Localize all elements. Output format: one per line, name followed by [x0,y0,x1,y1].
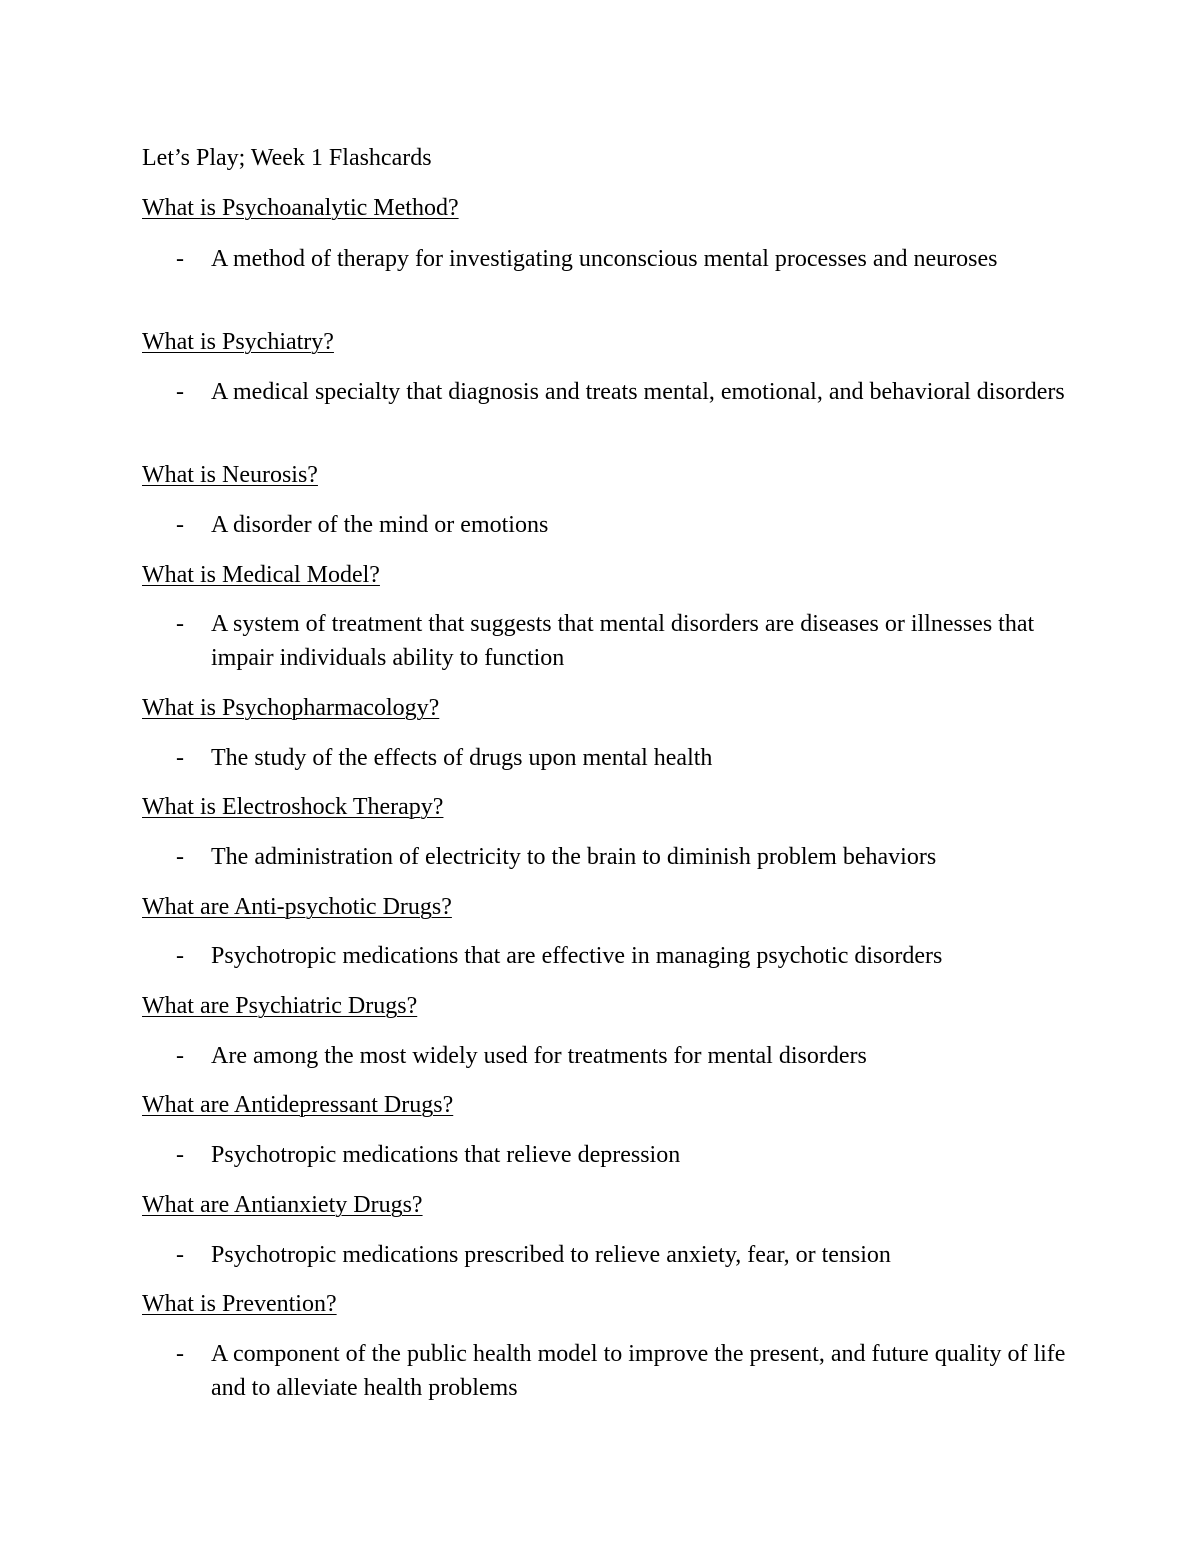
bullet-dash: - [176,1043,184,1069]
flashcard-answer [142,508,1072,542]
flashcard-answer [142,242,1072,276]
bullet-dash: - [176,246,184,272]
bullet-dash: - [176,943,184,969]
flashcard-answer [142,741,1072,775]
bullet-dash: - [176,745,184,771]
flashcard-answer [142,607,1072,675]
flashcard-question: What is Neurosis? [142,462,318,488]
flashcard-answer [142,1238,1072,1272]
flashcard-answer [142,939,1072,973]
flashcard-question: What are Psychiatric Drugs? [142,993,418,1019]
flashcard-question: What is Electroshock Therapy? [142,794,444,820]
flashcard-answer-text: A method of therapy for investigating unconscious mental processes and neuroses [211,246,998,272]
flashcard-question: What are Anti-psychotic Drugs? [142,894,452,920]
flashcard-question: What are Antianxiety Drugs? [142,1192,423,1218]
flashcard-answer-text: The study of the effects of drugs upon mental health [211,745,713,771]
flashcard-answer-text: Psychotropic medications that relieve depression [211,1142,681,1168]
document-title: Let’s Play; Week 1 Flashcards [142,145,432,171]
flashcard-answer [142,1138,1072,1172]
flashcard-answer-text: Psychotropic medications prescribed to relieve anxiety, fear, or tension [211,1242,891,1268]
flashcard-answer-text: Are among the most widely used for treatments for mental disorders [211,1043,867,1069]
flashcard-answer [142,1337,1072,1405]
flashcard-question: What is Psychopharmacology? [142,695,440,721]
flashcard-answer-text: Psychotropic medications that are effective in managing psychotic disorders [211,943,943,969]
bullet-dash: - [176,1341,184,1367]
flashcard-question: What is Prevention? [142,1291,337,1317]
flashcard-answer-text: A system of treatment that suggests that mental disorders are diseases or illnesses that impair individuals ability to function [211,611,1035,671]
flashcard-answer-text: A disorder of the mind or emotions [211,512,549,538]
bullet-dash: - [176,611,184,637]
bullet-dash: - [176,1142,184,1168]
flashcard-question: What are Antidepressant Drugs? [142,1092,454,1118]
bullet-dash: - [176,844,184,870]
bullet-dash: - [176,379,184,405]
bullet-dash: - [176,512,184,538]
flashcard-answer-text: The administration of electricity to the brain to diminish problem behaviors [211,844,937,870]
flashcard-question: What is Psychoanalytic Method? [142,195,459,221]
flashcard-answer [142,1039,1072,1073]
flashcard-question: What is Psychiatry? [142,329,334,355]
flashcard-answer [142,840,1072,874]
flashcard-question: What is Medical Model? [142,562,380,588]
flashcard-answer-text: A medical specialty that diagnosis and treats mental, emotional, and behavioral disorders [211,379,1065,405]
flashcard-answer-text: A component of the public health model to improve the present, and future quality of life and to alleviate health problems [211,1341,1066,1401]
bullet-dash: - [176,1242,184,1268]
flashcard-answer [142,375,1072,409]
